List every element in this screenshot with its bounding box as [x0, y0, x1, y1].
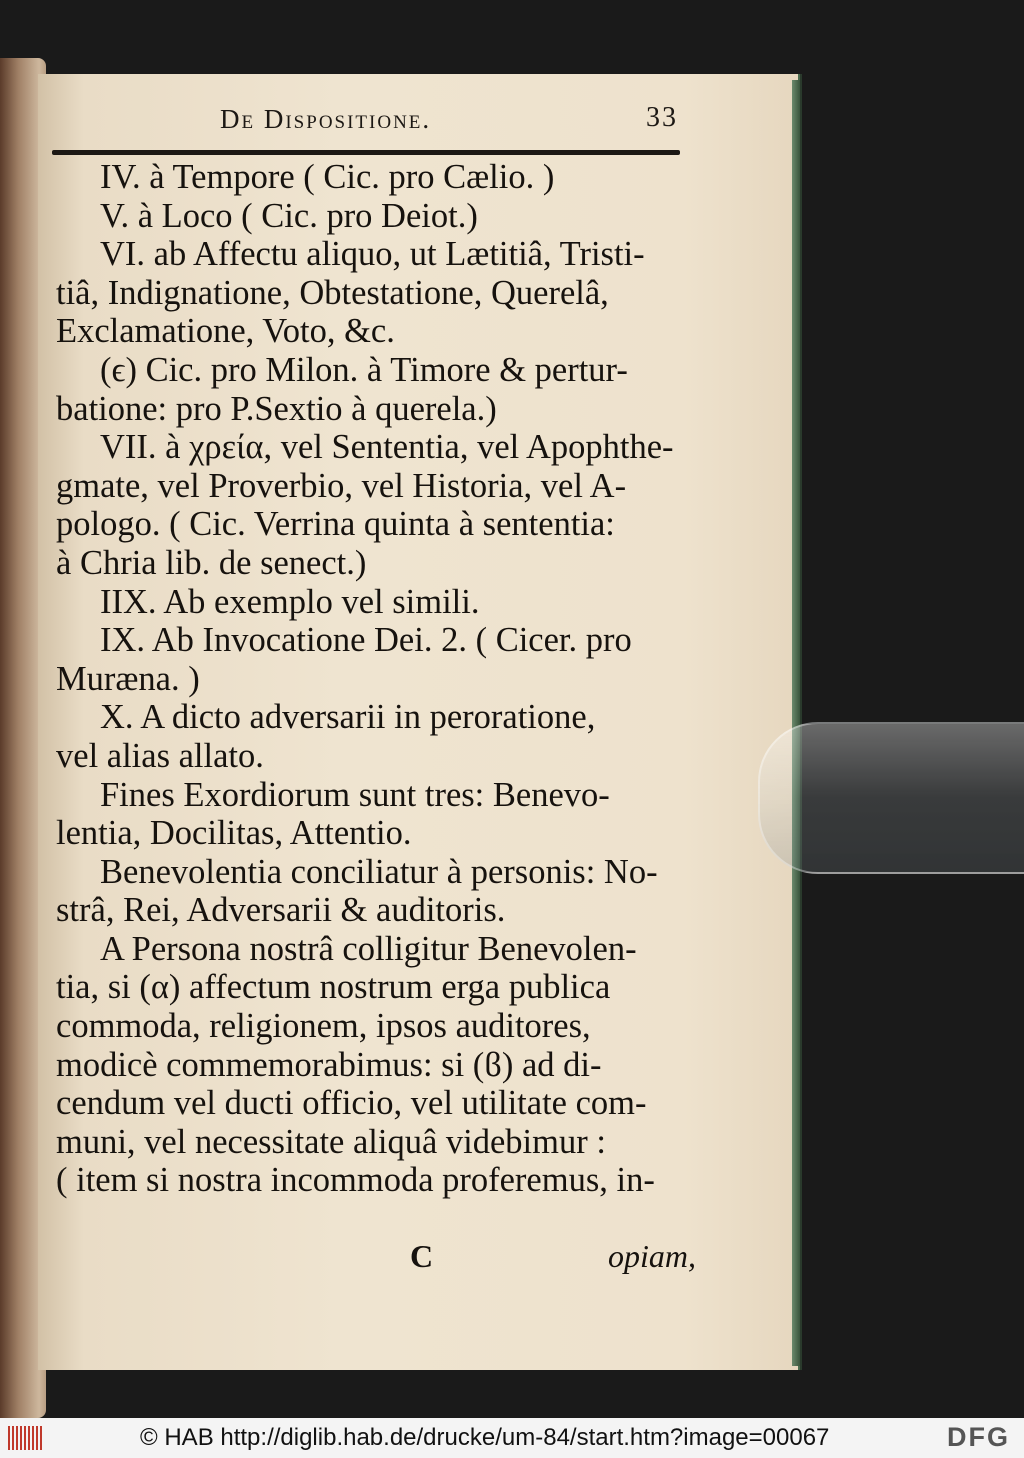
page-number: 33	[646, 102, 678, 133]
catchword: opiam,	[608, 1238, 696, 1274]
text-line: à Chria lib. de senect.)	[56, 543, 367, 582]
text-line: Benevolentia conciliatur à personis: No-	[100, 852, 658, 891]
text-line: ( item si nostra incommoda proferemus, in-	[56, 1161, 655, 1200]
page-header	[220, 98, 700, 138]
text-line: strâ, Rei, Adversarii & auditoris.	[56, 891, 506, 930]
catch-line	[56, 1238, 696, 1278]
text-line: Fines Exordiorum sunt tres: Benevo-	[100, 775, 610, 814]
text-line: modicè commemorabimus: si (ϐ) ad di-	[56, 1045, 602, 1084]
text-line: gmate, vel Proverbio, vel Historia, vel A-	[56, 466, 627, 505]
text-line: Muræna. )	[56, 659, 200, 698]
text-line: IIX. Ab exemplo vel simili.	[100, 582, 480, 621]
text-line: tiâ, Indignatione, Obtestatione, Querelâ,	[56, 273, 609, 312]
text-line: lentia, Docilitas, Attentio.	[56, 814, 412, 853]
text-line: tia, si (α) affectum nostrum erga publica	[56, 968, 611, 1007]
text-line: X. A dicto adversarii in peroratione,	[100, 698, 596, 737]
text-line: batione: pro P.Sextio à querela.)	[56, 389, 497, 428]
text-line: (ϵ) Cic. pro Milon. à Timore & pertur-	[100, 350, 628, 389]
glass-page-weight	[758, 722, 1024, 874]
hab-logo-icon	[8, 1426, 44, 1450]
signature-mark: C	[410, 1238, 434, 1274]
page-fore-edge	[792, 80, 800, 1366]
body-text	[56, 158, 706, 1200]
text-line: Exclamatione, Voto, &c.	[56, 312, 395, 351]
running-head: De Dispositione.	[220, 104, 432, 134]
dfg-logo: DFG	[947, 1422, 1010, 1452]
copyright-url[interactable]: © HAB http://diglib.hab.de/drucke/um-84/start.htm?image=00067	[140, 1424, 830, 1451]
text-line: IX. Ab Invocatione Dei. 2. ( Cicer. pro	[100, 621, 632, 660]
text-line: V. à Loco ( Cic. pro Deiot.)	[100, 196, 478, 235]
text-line: muni, vel necessitate aliquâ videbimur :	[56, 1122, 606, 1161]
text-line: A Persona nostrâ colligitur Benevolen-	[100, 929, 637, 968]
footer-bar	[0, 1418, 1024, 1458]
text-line: vel alias allato.	[56, 736, 264, 775]
text-line: IV. à Tempore ( Cic. pro Cælio. )	[100, 158, 555, 196]
text-line: commoda, religionem, ipsos auditores,	[56, 1007, 591, 1046]
text-line: VI. ab Affectu aliquo, ut Lætitiâ, Tristi-	[100, 235, 645, 274]
text-line: pologo. ( Cic. Verrina quinta à sententia:	[56, 505, 615, 544]
header-rule	[52, 150, 680, 155]
text-line: cendum vel ducti officio, vel utilitate com-	[56, 1084, 647, 1123]
text-line: VII. à χρεία, vel Sententia, vel Apophthe-	[100, 428, 674, 467]
